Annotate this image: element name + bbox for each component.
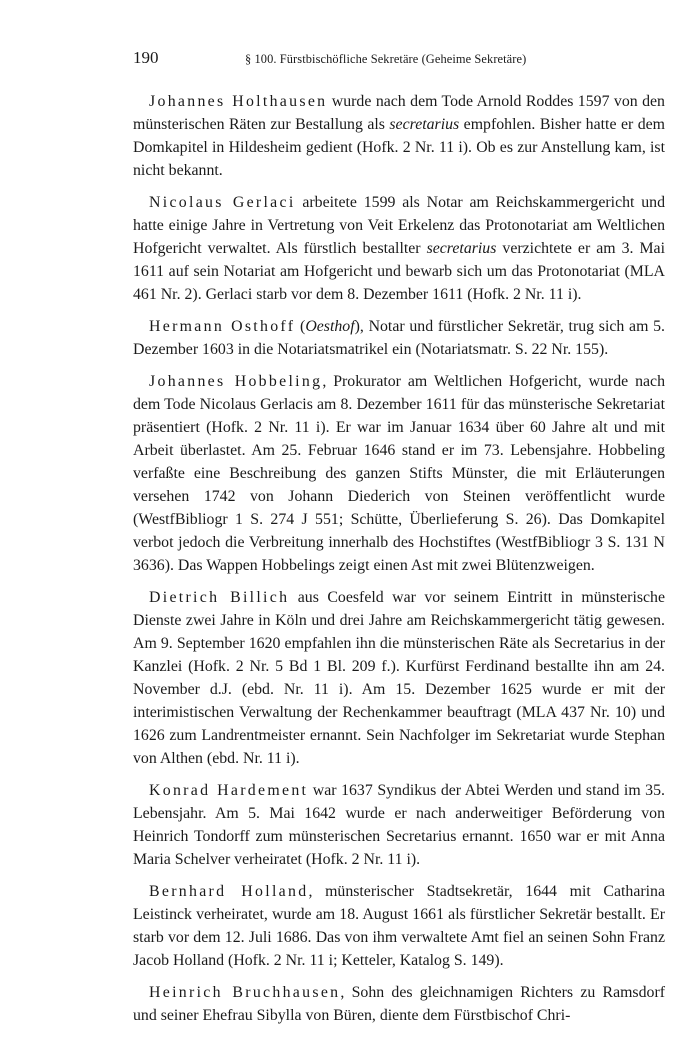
page-header — [133, 46, 665, 70]
person-name: Heinrich Bruchhausen — [149, 984, 341, 1001]
entry-text: , Prokurator am Weltlichen Hofgericht, wurde nach dem Tode Nicolaus Gerlacis am 8. Dezember 1611 für das münsterische Sekretariat präsentiert (Hofk. 2 Nr. 11 i). Er war im Januar 1634 über 60 Jahre alt und mit Arbeit überlastet. Am 25. Februar 1646 stand er im 73. Lebensjahre. Hobbeling verfaßte eine Beschreibung des ganzen Stifts Münster, die mit Erläuterungen versehen 1742 von Johann Diederich von Steinen veröffentlicht wurde (WestfBibliogr 1 S. 274 J 551; Schütte, Überlieferung S. 26). Das Domkapitel verbot jedoch die Verbreitung innerhalb des Hochstiftes (WestfBibliogr 3 S. 131 N 3636). Das Wappen Hobbelings zeigt einen Ast mit zwei Blütenzweigen. — [133, 373, 665, 574]
person-name: Konrad Hardement — [149, 782, 309, 799]
entry-text: , münsterischer Stadtsekretär, 1644 mit Catharina Leistinck verheiratet, wurde am 18. August 1661 als fürstlicher Sekretär bestallt. Er starb vor dem 12. Juli 1686. Das von ihm verwaltete Amt fiel an seinen Sohn Franz Jacob Holland (Hofk. 2 Nr. 11 i; Ketteler, Katalog S. 149). — [133, 883, 665, 969]
entry-italic-term: secretarius — [426, 240, 497, 257]
person-name: Dietrich Billich — [149, 589, 290, 606]
person-name: Johannes Holthausen — [149, 93, 328, 110]
entry-holland — [133, 880, 665, 972]
page-number: 190 — [133, 48, 159, 67]
entry-gerlaci — [133, 191, 665, 306]
entry-billich — [133, 586, 665, 770]
entry-text: aus Coesfeld war vor seinem Eintritt in münsterische Dienste zwei Jahre in Köln und drei Jahre am Reichskammergericht tätig gewesen. Am 9. September 1620 empfahlen ihn die münsterischen Räte als Secretarius in der Kanzlei (Hofk. 2 Nr. 5 Bd 1 Bl. 209 f.). Kurfürst Ferdinand bestallte ihn am 24. November d.J. (ebd. Nr. 11 i). Am 15. Dezember 1625 wurde er mit der interimistischen Verwaltung der Rechenkammer beauftragt (MLA 437 Nr. 10) und 1626 zum Landrentmeister ernannt. Sein Nachfolger im Sekretariat wurde Stephan von Althen (ebd. Nr. 11 i). — [133, 589, 665, 767]
person-name: Nicolaus Gerlaci — [149, 194, 296, 211]
entry-bruchhausen — [133, 981, 665, 1027]
person-name: Bernhard Holland — [149, 883, 309, 900]
entry-osthoff — [133, 315, 665, 361]
entry-text: ), Notar und fürstlicher Sekretär, trug sich am 5. Dezember 1603 in die Notariatsmatrikel ein (Notariatsmatr. S. 22 Nr. 155). — [133, 318, 665, 358]
person-name: Hermann Osthoff — [149, 318, 296, 335]
entry-italic-term: Oesthof — [305, 318, 355, 335]
entry-text: empfohlen. Bisher hatte er dem Domkapitel in Hildesheim gedient (Hofk. 2 Nr. 11 i). Ob es zur Anstellung kam, ist nicht bekannt. — [133, 116, 665, 179]
entry-hobbeling — [133, 370, 665, 577]
entry-text: , Sohn des gleichnamigen Richters zu Ramsdorf und seiner Ehefrau Sibylla von Büren, diente dem Fürstbischof Chri- — [133, 984, 665, 1024]
entry-text: verzichtete er am 3. Mai 1611 auf sein Notariat am Hofgericht und bewarb sich um das Protonotariat (MLA 461 Nr. 2). Gerlaci starb vor dem 8. Dezember 1611 (Hofk. 2 Nr. 11 i). — [133, 240, 665, 303]
entry-text: wurde nach dem Tode Arnold Roddes 1597 von den münsterischen Räten zur Bestallung als — [133, 93, 665, 133]
entry-text: war 1637 Syndikus der Abtei Werden und stand im 35. Lebensjahr. Am 5. Mai 1642 wurde er nach anderweitiger Beförderung von Heinrich Tondorff zum münsterischen Secretarius ernannt. 1650 war er mit Anna Maria Schelver verheiratet (Hofk. 2 Nr. 11 i). — [133, 782, 665, 868]
person-name: Johannes Hobbeling — [149, 373, 323, 390]
entry-italic-term: secretarius — [389, 116, 460, 133]
entry-hardement — [133, 779, 665, 871]
entry-text: arbeitete 1599 als Notar am Reichskammergericht und hatte einige Jahre in Vertretung von Veit Erkelenz das Protonotariat am Weltlichen Hofgericht verwaltet. Als fürstlich bestallter — [133, 194, 665, 257]
entry-holthausen — [133, 90, 665, 182]
body-text — [133, 90, 665, 1027]
entry-text: ( — [295, 318, 306, 335]
running-title: § 100. Fürstbischöfliche Sekretäre (Geheime Sekretäre) — [245, 52, 527, 66]
